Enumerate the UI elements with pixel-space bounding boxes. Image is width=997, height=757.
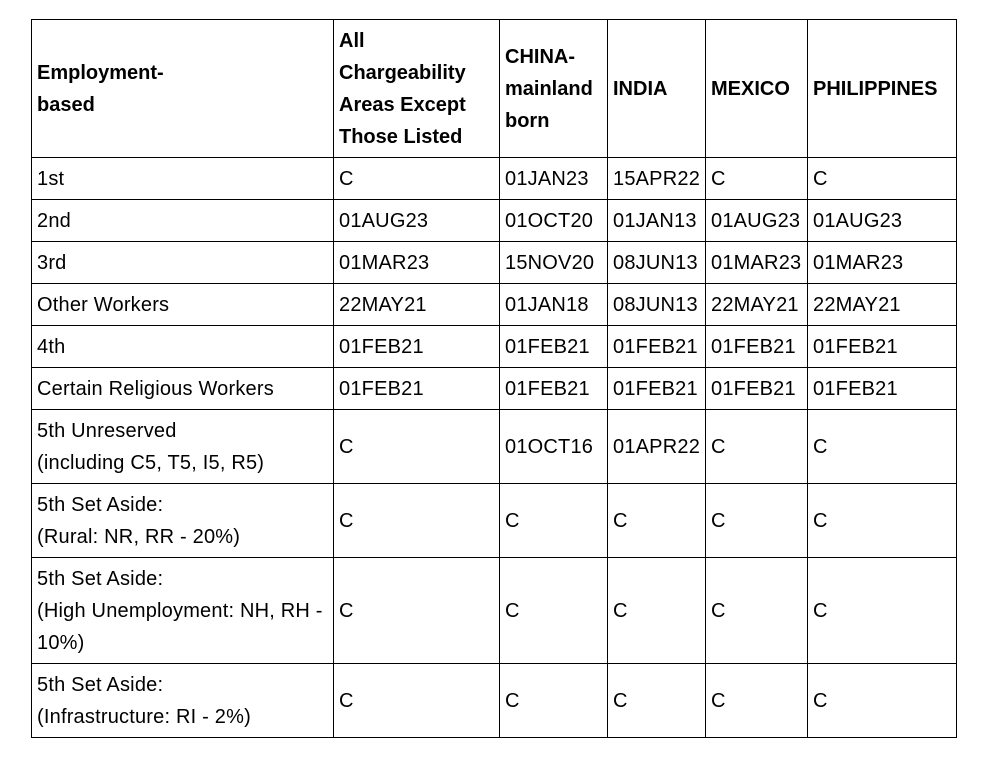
cell-all-chargeability: 22MAY21	[334, 284, 500, 326]
cell-mexico: 22MAY21	[706, 284, 808, 326]
cell-all-chargeability: 01FEB21	[334, 326, 500, 368]
header-row	[32, 20, 957, 158]
row-category: 4th	[32, 326, 334, 368]
header-philippines: PHILIPPINES	[808, 20, 957, 158]
cell-philippines: C	[808, 410, 957, 484]
table-row	[32, 326, 957, 368]
cell-china: 01JAN23	[500, 158, 608, 200]
cell-mexico: C	[706, 410, 808, 484]
cell-india: 08JUN13	[608, 284, 706, 326]
header-china: CHINA- mainland born	[500, 20, 608, 158]
cell-india: 01JAN13	[608, 200, 706, 242]
cell-india: C	[608, 484, 706, 558]
table-row	[32, 558, 957, 664]
cell-philippines: 01FEB21	[808, 368, 957, 410]
table-row	[32, 664, 957, 738]
row-category: Certain Religious Workers	[32, 368, 334, 410]
cell-philippines: 01FEB21	[808, 326, 957, 368]
cell-mexico: 01FEB21	[706, 368, 808, 410]
cell-mexico: C	[706, 484, 808, 558]
cell-mexico: 01MAR23	[706, 242, 808, 284]
cell-india: C	[608, 664, 706, 738]
cell-india: 08JUN13	[608, 242, 706, 284]
header-mexico: MEXICO	[706, 20, 808, 158]
cell-china: 01OCT20	[500, 200, 608, 242]
row-category: 3rd	[32, 242, 334, 284]
cell-india: 15APR22	[608, 158, 706, 200]
cell-philippines: 01AUG23	[808, 200, 957, 242]
cell-china: C	[500, 558, 608, 664]
cell-philippines: 22MAY21	[808, 284, 957, 326]
cell-mexico: C	[706, 558, 808, 664]
cell-china: 01OCT16	[500, 410, 608, 484]
cell-philippines: C	[808, 158, 957, 200]
row-category: 5th Set Aside: (Rural: NR, RR - 20%)	[32, 484, 334, 558]
visa-bulletin-table	[31, 19, 957, 738]
cell-philippines: 01MAR23	[808, 242, 957, 284]
cell-india: 01FEB21	[608, 368, 706, 410]
header-india: INDIA	[608, 20, 706, 158]
cell-mexico: 01AUG23	[706, 200, 808, 242]
row-category: 5th Set Aside: (Infrastructure: RI - 2%)	[32, 664, 334, 738]
row-category: 5th Set Aside: (High Unemployment: NH, RH - 10%)	[32, 558, 334, 664]
cell-india: 01FEB21	[608, 326, 706, 368]
table-row	[32, 410, 957, 484]
cell-mexico: C	[706, 158, 808, 200]
table-row	[32, 484, 957, 558]
cell-mexico: C	[706, 664, 808, 738]
cell-china: C	[500, 484, 608, 558]
table-row	[32, 242, 957, 284]
cell-china: 15NOV20	[500, 242, 608, 284]
table-row	[32, 200, 957, 242]
cell-china: 01FEB21	[500, 326, 608, 368]
cell-all-chargeability: 01AUG23	[334, 200, 500, 242]
row-category: Other Workers	[32, 284, 334, 326]
cell-all-chargeability: C	[334, 410, 500, 484]
row-category: 5th Unreserved (including C5, T5, I5, R5)	[32, 410, 334, 484]
cell-all-chargeability: 01MAR23	[334, 242, 500, 284]
cell-all-chargeability: C	[334, 558, 500, 664]
cell-india: 01APR22	[608, 410, 706, 484]
cell-philippines: C	[808, 484, 957, 558]
cell-all-chargeability: C	[334, 484, 500, 558]
header-employment-based: Employment- based	[32, 20, 334, 158]
cell-philippines: C	[808, 664, 957, 738]
row-category: 1st	[32, 158, 334, 200]
cell-all-chargeability: C	[334, 664, 500, 738]
cell-all-chargeability: C	[334, 158, 500, 200]
table-row	[32, 368, 957, 410]
cell-china: 01JAN18	[500, 284, 608, 326]
cell-mexico: 01FEB21	[706, 326, 808, 368]
cell-philippines: C	[808, 558, 957, 664]
cell-all-chargeability: 01FEB21	[334, 368, 500, 410]
header-all-chargeability: All Chargeability Areas Except Those Listed	[334, 20, 500, 158]
table-row	[32, 158, 957, 200]
cell-china: C	[500, 664, 608, 738]
row-category: 2nd	[32, 200, 334, 242]
cell-india: C	[608, 558, 706, 664]
table-row	[32, 284, 957, 326]
cell-china: 01FEB21	[500, 368, 608, 410]
